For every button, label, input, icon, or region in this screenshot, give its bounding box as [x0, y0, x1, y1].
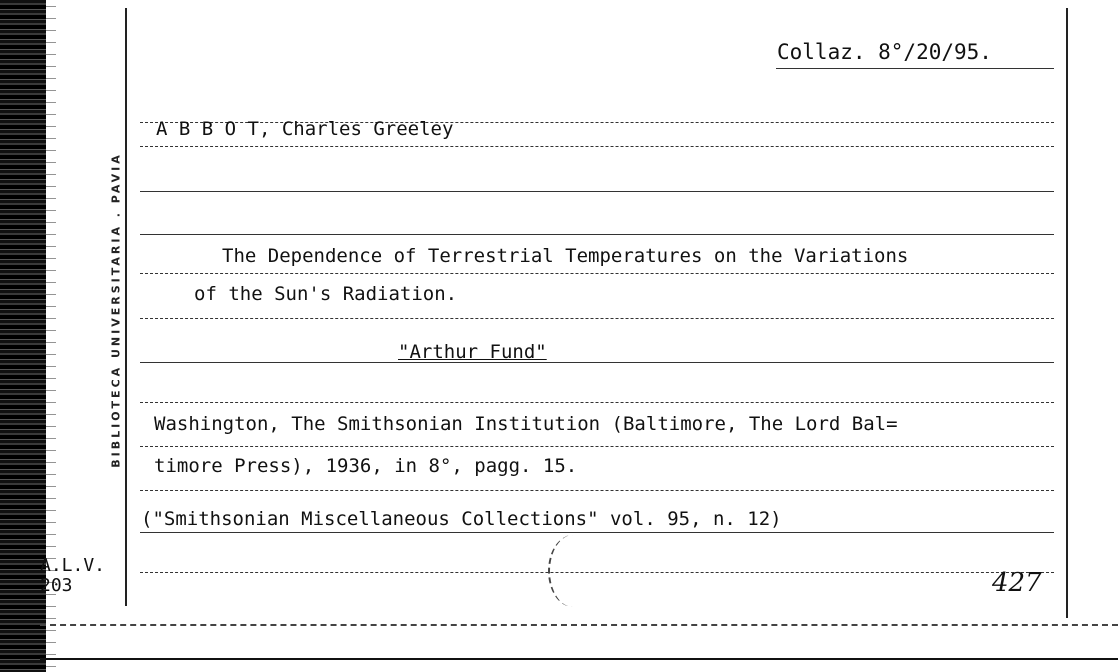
- author-heading: A B B O T, Charles Greeley: [156, 118, 454, 140]
- bottom-dashed-line: [40, 624, 1118, 626]
- rule-line: [140, 490, 1054, 491]
- rule-line: [140, 191, 1054, 192]
- rule-line: [140, 146, 1054, 147]
- right-margin-line: [1066, 8, 1068, 618]
- rule-line: [140, 446, 1054, 447]
- imprint-line-1: Washington, The Smithsonian Institution (Baltimore, The Lord Bal=: [154, 413, 898, 435]
- library-stamp: [96, 120, 136, 500]
- collocation-mark: Collaz. 8°/20/95.: [777, 40, 992, 64]
- title-line-2: of the Sun's Radiation.: [194, 283, 458, 305]
- rule-line: [140, 318, 1054, 319]
- shelf-mark-line-2: 203: [40, 575, 73, 596]
- rule-line: [140, 532, 1054, 533]
- rule-line: [140, 362, 1054, 363]
- rule-line: [140, 402, 1054, 403]
- rule-line: [140, 234, 1054, 235]
- card-bottom-edge: [0, 618, 1118, 672]
- rule-line: [776, 68, 1054, 69]
- rule-line: [140, 273, 1054, 274]
- imprint-line-2: timore Press), 1936, in 8°, pagg. 15.: [154, 455, 578, 477]
- bottom-solid-line: [40, 658, 1118, 660]
- paper-stain: [548, 535, 598, 607]
- library-stamp-text: BIBLIOTECA UNIVERSITARIA . PAVIA: [109, 152, 123, 468]
- handwritten-number: 427: [992, 568, 1042, 598]
- title-line-1: The Dependence of Terrestrial Temperatures on the Variations: [222, 245, 909, 267]
- shelf-mark-line-1: A.L.V.: [40, 555, 106, 576]
- fund-note: "Arthur Fund": [398, 341, 547, 363]
- series-note: ("Smithsonian Miscellaneous Collections" vol. 95, n. 12): [141, 508, 782, 530]
- shelf-mark: [40, 556, 105, 596]
